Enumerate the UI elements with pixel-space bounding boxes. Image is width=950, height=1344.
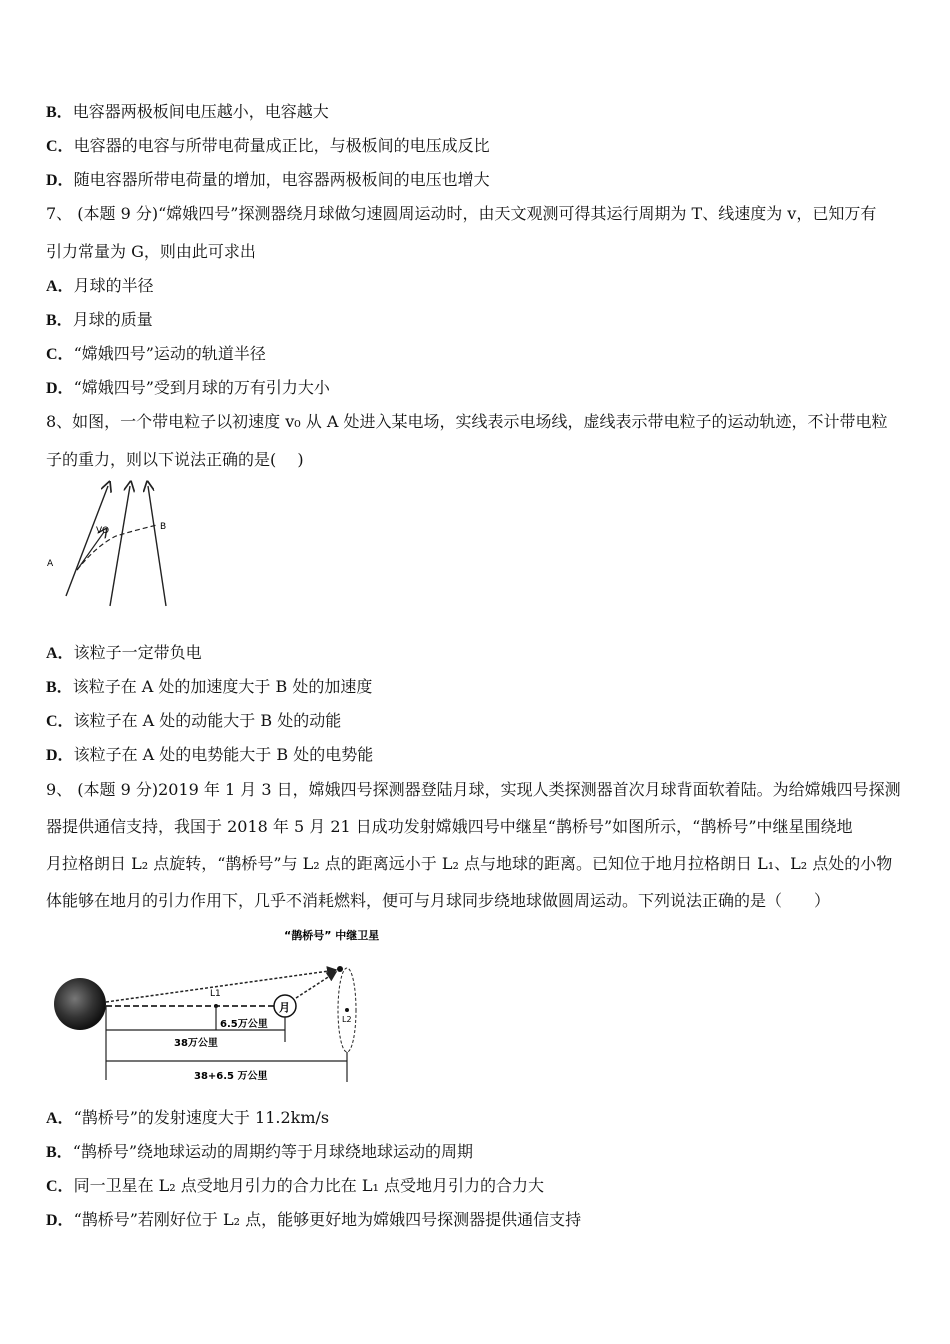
q9-stem-line3: 月拉格朗日 L₂ 点旋转，“鹊桥号”与 L₂ 点的距离远小于 L₂ 点与地球的距离。已知位于地月拉格朗日 L₁、L₂ 点处的小物 [46, 854, 893, 873]
electric-field-figure [44, 478, 184, 612]
q7-stem-line2: 引力常量为 G，则由此可求出 [46, 242, 256, 261]
label-b: B [160, 522, 167, 532]
q9-stem-line2: 器提供通信支持，我国于 2018 年 5 月 21 日成功发射嫦娥四号中继星“鹊桥号”如图所示，“鹊桥号”中继星围绕地 [46, 817, 853, 836]
moon-label: 月 [279, 1001, 290, 1014]
dist-earth-l2-label: 38+6.5 万公里 [194, 1071, 268, 1082]
satellite-dot [337, 966, 343, 972]
q7-option-a: A．月球的半径 [46, 276, 154, 295]
q8-option-b: B．该粒子在 A 处的加速度大于 B 处的加速度 [46, 677, 373, 696]
lagrange-figure [44, 924, 384, 1088]
q9-option-d: D．“鹊桥号”若刚好位于 L₂ 点，能够更好地为嫦娥四号探测器提供通信支持 [46, 1210, 582, 1229]
dist-l1-moon-label: 6.5万公里 [220, 1019, 268, 1030]
q8-option-d: D．该粒子在 A 处的电势能大于 B 处的电势能 [46, 745, 374, 764]
q7-option-c: C．“嫦娥四号”运动的轨道半径 [46, 344, 266, 363]
q9-stem-line1: 9、 (本题 9 分)2019 年 1 月 3 日，嫦娥四号探测器登陆月球，实现人类探测器首次月球背面软着陆。为给嫦娥四号探测 [46, 780, 901, 799]
q6-option-c: C．电容器的电容与所带电荷量成正比，与极板间的电压成反比 [46, 136, 490, 155]
initial-velocity-arrow [77, 532, 104, 570]
q9-option-a: A．“鹊桥号”的发射速度大于 11.2km/s [46, 1108, 330, 1127]
field-line-1 [66, 486, 108, 596]
q9-option-c: C．同一卫星在 L₂ 点受地月引力的合力比在 L₁ 点受地月引力的合力大 [46, 1176, 544, 1195]
q8-stem-line1: 8、如图，一个带电粒子以初速度 v₀ 从 A 处进入某电场，实线表示电场线，虚线表示带电粒子的运动轨迹，不计带电粒 [46, 412, 888, 431]
q9-stem-line4: 体能够在地月的引力作用下，几乎不消耗燃料，便可与月球同步绕地球做圆周运动。下列说法正确的是（ ） [46, 891, 831, 910]
q8-stem-line2: 子的重力，则以下说法正确的是( ) [46, 450, 304, 469]
l2-point [345, 1008, 349, 1012]
q6-option-d: D．随电容器所带电荷量的增加，电容器两极板间的电压也增大 [46, 170, 490, 189]
earth [54, 978, 106, 1030]
label-a: A [47, 559, 54, 569]
label-v0: VO [96, 526, 110, 536]
q6-option-b: B．电容器两极板间电压越小，电容越大 [46, 102, 329, 121]
q7-stem-line1: 7、 (本题 9 分)“嫦娥四号”探测器绕月球做匀速圆周运动时，由天文观测可得其运行周期为 T、线速度为 v，已知万有 [46, 204, 877, 223]
dist-earth-moon-label: 38万公里 [174, 1038, 218, 1049]
satellite-label: “鹊桥号” 中继卫星 [284, 929, 380, 942]
earth-satellite-link [106, 970, 336, 1002]
q8-option-a: A．该粒子一定带负电 [46, 643, 202, 662]
q7-option-b: B．月球的质量 [46, 310, 153, 329]
q8-option-c: C．该粒子在 A 处的动能大于 B 处的动能 [46, 711, 342, 730]
l2-label: L2 [342, 1015, 352, 1024]
field-line-3 [148, 486, 166, 606]
moon-satellite-link [296, 972, 336, 998]
q7-option-d: D．“嫦娥四号”受到月球的万有引力大小 [46, 378, 330, 397]
l1-label: L1 [210, 989, 221, 999]
q9-option-b: B．“鹊桥号”绕地球运动的周期约等于月球绕地球运动的周期 [46, 1142, 474, 1161]
field-line-2 [110, 486, 130, 606]
